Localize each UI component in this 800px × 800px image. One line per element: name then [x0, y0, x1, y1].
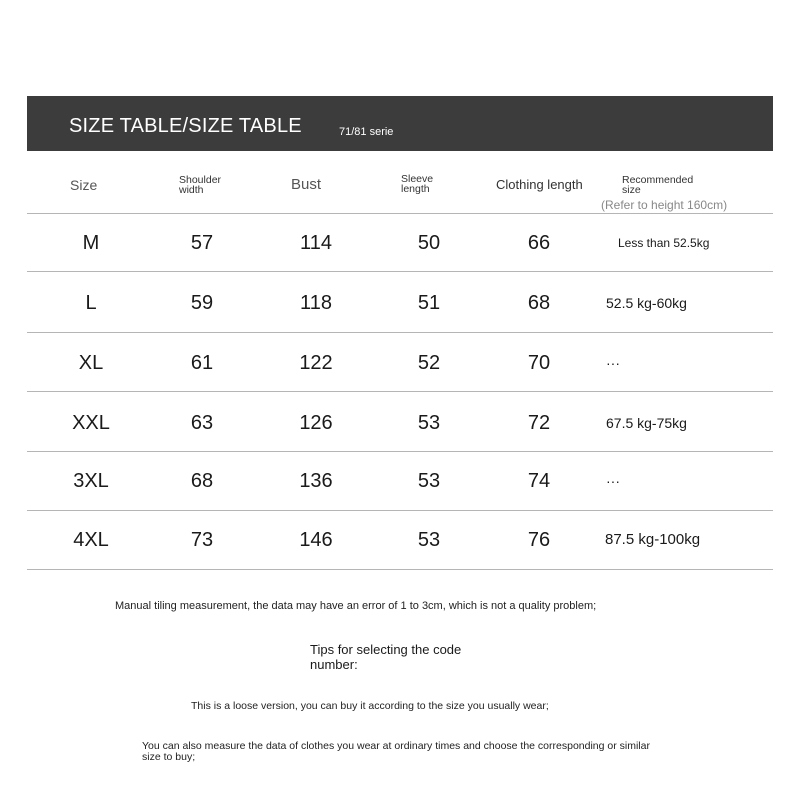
cell-recommended: 52.5 kg-60kg	[606, 295, 687, 311]
cell-shoulder: 61	[190, 352, 214, 374]
measurement-note: Manual tiling measurement, the data may have an error of 1 to 3cm, which is not a quality problem;	[115, 600, 597, 612]
cell-sleeve: 53	[417, 412, 441, 434]
cell-bust: 118	[300, 292, 332, 314]
cell-shoulder: 59	[190, 292, 214, 314]
cell-length: 66	[527, 232, 551, 254]
cell-sleeve: 53	[417, 470, 441, 492]
cell-recommended: Less than 52.5kg	[618, 236, 710, 250]
header-recommended-line2: size	[622, 184, 641, 196]
cell-size: 3XL	[73, 470, 109, 492]
loose-note: This is a loose version, you can buy it according to the size you usually wear;	[191, 700, 549, 712]
header-bust: Bust	[291, 176, 322, 193]
header-recommended-note: (Refer to height 160cm)	[601, 198, 728, 212]
table-row	[27, 394, 773, 452]
cell-length: 72	[527, 412, 551, 434]
header-sleeve-line1: Sleeve	[401, 173, 434, 185]
cell-bust: 126	[299, 412, 333, 434]
header-clothing-length: Clothing length	[496, 177, 583, 192]
cell-recommended: ···	[606, 355, 620, 371]
table-row	[27, 452, 773, 510]
cell-sleeve: 51	[417, 292, 441, 314]
cell-recommended: 87.5 kg-100kg	[605, 531, 701, 548]
row-divider	[27, 569, 773, 570]
table-row	[27, 274, 773, 332]
cell-shoulder: 68	[190, 470, 214, 492]
tips-title: Tips for selecting the code number:	[310, 642, 462, 672]
header-shoulder-line1: Shoulder	[179, 174, 222, 186]
cell-size: L	[85, 292, 97, 314]
header-sleeve-line2: length	[401, 183, 430, 195]
banner-subtitle: 71/81 serie	[339, 126, 394, 138]
cell-bust: 146	[299, 529, 333, 551]
banner-title: SIZE TABLE/SIZE TABLE	[69, 115, 302, 137]
cell-length: 76	[527, 529, 551, 551]
cell-bust: 122	[299, 352, 333, 374]
table-row	[27, 334, 773, 392]
header-recommended-line1: Recommended	[622, 174, 694, 186]
header-shoulder-line2: width	[179, 184, 204, 196]
title-banner	[27, 96, 773, 151]
cell-shoulder: 73	[190, 529, 214, 551]
header-sleeve	[401, 174, 433, 194]
cell-size: M	[82, 232, 100, 254]
header-recommended	[622, 175, 693, 195]
cell-recommended: ···	[606, 473, 620, 489]
cell-size: XXL	[72, 412, 110, 434]
table-row	[27, 214, 773, 272]
cell-length: 74	[527, 470, 551, 492]
cell-sleeve: 53	[417, 529, 441, 551]
cell-size: XL	[78, 352, 104, 374]
cell-shoulder: 57	[190, 232, 214, 254]
cell-bust: 136	[299, 470, 333, 492]
table-row	[27, 511, 773, 569]
cell-length: 70	[527, 352, 551, 374]
cell-shoulder: 63	[190, 412, 214, 434]
cell-length: 68	[527, 292, 551, 314]
cell-bust: 114	[300, 232, 332, 254]
measure-note: You can also measure the data of clothes you wear at ordinary times and choose the corresponding or similar size to buy;	[142, 740, 650, 763]
row-divider	[27, 332, 773, 333]
header-size: Size	[70, 177, 98, 193]
cell-recommended: 67.5 kg-75kg	[606, 415, 687, 431]
cell-size: 4XL	[73, 529, 109, 551]
header-shoulder	[179, 175, 221, 195]
cell-sleeve: 52	[417, 352, 441, 374]
cell-sleeve: 50	[417, 232, 441, 254]
